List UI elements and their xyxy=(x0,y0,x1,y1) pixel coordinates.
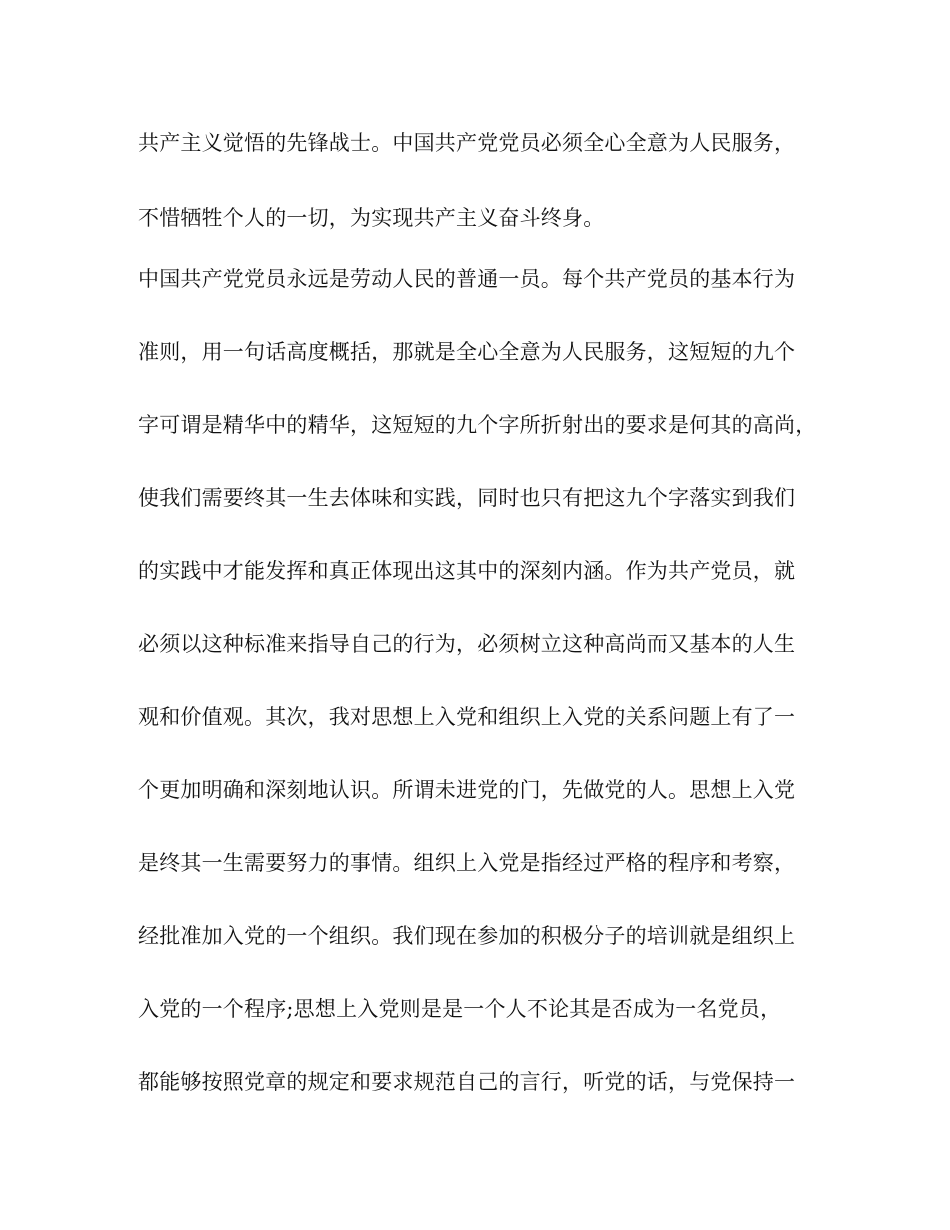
text-line: 字可谓是精华中的精华，这短短的九个字所折射出的要求是何其的高尚， xyxy=(138,413,817,437)
text-line: 都能够按照党章的规定和要求规范自己的言行，听党的话，与党保持一 xyxy=(138,1070,796,1094)
text-line: 经批准加入党的一个组织。我们现在参加的积极分子的培训就是组织上 xyxy=(138,924,796,948)
text-line: 中国共产党党员永远是劳动人民的普通一员。每个共产党员的基本行为 xyxy=(138,267,796,291)
text-line: 个更加明确和深刻地认识。所谓未进党的门，先做党的人。思想上入党 xyxy=(138,778,796,802)
text-line: 准则，用一句话高度概括，那就是全心全意为人民服务，这短短的九个 xyxy=(138,340,796,364)
text-line: 不惜牺牲个人的一切，为实现共产主义奋斗终身。 xyxy=(138,206,605,230)
text-line: 共产主义觉悟的先锋战士。中国共产党党员必须全心全意为人民服务， xyxy=(138,131,796,155)
text-line: 的实践中才能发挥和真正体现出这其中的深刻内涵。作为共产党员，就 xyxy=(138,559,796,583)
text-line: 必须以这种标准来指导自己的行为，必须树立这种高尚而又基本的人生 xyxy=(138,632,796,656)
text-line: 入党的一个程序;思想上入党则是是一个人不论其是否成为一名党员， xyxy=(138,997,782,1021)
text-line: 观和价值观。其次，我对思想上入党和组织上入党的关系问题上有了一 xyxy=(138,705,796,729)
text-line: 是终其一生需要努力的事情。组织上入党是指经过严格的程序和考察， xyxy=(138,851,796,875)
text-line: 使我们需要终其一生去体味和实践，同时也只有把这九个字落实到我们 xyxy=(138,486,796,510)
